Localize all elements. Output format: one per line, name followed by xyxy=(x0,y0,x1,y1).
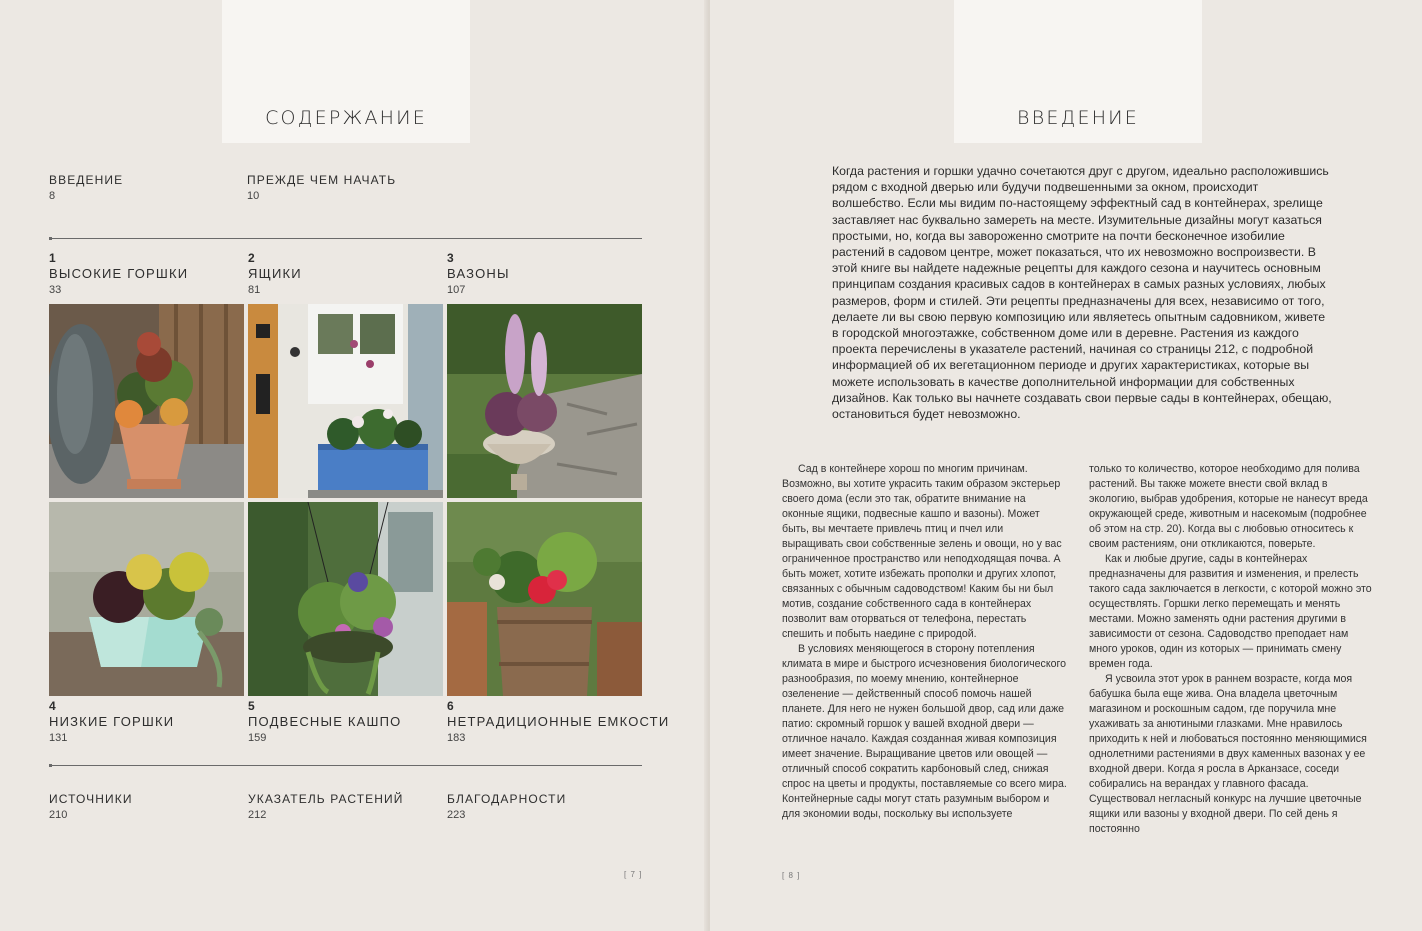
toc-label: ПРЕЖДЕ ЧЕМ НАЧАТЬ xyxy=(247,173,397,187)
photo-unusual-container xyxy=(447,502,642,696)
chapter-number: 6 xyxy=(447,699,454,713)
toc-label: БЛАГОДАРНОСТИ xyxy=(447,792,567,806)
chapter-label: ВАЗОНЫ xyxy=(447,266,510,281)
page-number-right: [ 8 ] xyxy=(782,871,801,880)
toc-entry-sources[interactable] xyxy=(49,792,133,821)
photo-window-box xyxy=(248,304,443,498)
chapter-page-number: 159 xyxy=(248,732,267,744)
photo-low-pot xyxy=(49,502,244,696)
chapter-label: ПОДВЕСНЫЕ КАШПО xyxy=(248,714,402,729)
toc-chapter-2[interactable] xyxy=(248,251,302,296)
body-paragraph: только то количество, которое необходимо для полива растений. Вы также можете внести свой вклад в экологию, выбрав удобрения, которые не нанесут вреда окружающей среде, животным и насекомым (подробнее об этом на стр. 20). Когда вы с любовью относитесь к своим растениям, они откликаются, поверьте. xyxy=(1089,463,1368,550)
chapter-number: 3 xyxy=(447,251,454,265)
contents-title-box xyxy=(222,0,470,143)
chapter-label: ЯЩИКИ xyxy=(248,266,302,281)
toc-label: ИСТОЧНИКИ xyxy=(49,792,133,806)
page-number-left: [ 7 ] xyxy=(624,870,643,879)
introduction-page xyxy=(710,0,1422,931)
body-paragraph: В условиях меняющегося в сторону потепления климата в мире и быстрого исчезновения биологического разнообразия, по моему мнению, контейнерное озеленение — действенный способ помочь нашей планете. Для него не нужен большой двор, сад или даже патио: скромный горшок у вашей входной двери — отличное начало. Каждая созданная живая композиция имеет значение. Выращивание цветов или овощей — отличный способ сократить карбоновый след, снижая спрос на цветы и продукты, поставляемые со всего мира. Контейнерные сады могут стать разумным выбором и для экономии воды, поскольку вы используете xyxy=(782,643,1067,820)
text-column-1 xyxy=(782,462,1067,822)
divider-rule xyxy=(49,765,642,766)
introduction-title-box xyxy=(954,0,1202,143)
chapter-number: 2 xyxy=(248,251,255,265)
toc-page-number: 223 xyxy=(447,809,466,821)
photo-hanging-basket xyxy=(248,502,443,696)
toc-chapter-3[interactable] xyxy=(447,251,510,296)
toc-entry-plant-index[interactable] xyxy=(248,792,403,821)
toc-entry-introduction[interactable] xyxy=(49,173,123,202)
toc-entry-acknowledgements[interactable] xyxy=(447,792,566,821)
body-paragraph: Сад в контейнере хорош по многим причинам. Возможно, вы хотите украсить таким образом экстерьер своего дома (если это так, обратите внимание на оконные ящики, подвесные кашпо и вазоны). Может быть, вы мечтаете привлечь птиц и пчел или выращивать свои собственные зелень и овощи, но у вас ограниченное пространство или неподходящая почва. А быть может, хотите избежать прополки и других хлопот, связанных с обычным садоводством! Каким бы ни был мотив, создание собственного сада в контейнерах позволит вам оторваться от телефона, перестать спешить и побыть наедине с природой. xyxy=(782,463,1062,640)
toc-label: УКАЗАТЕЛЬ РАСТЕНИЙ xyxy=(248,792,404,806)
divider-rule xyxy=(49,238,642,239)
chapter-page-number: 81 xyxy=(248,284,261,296)
text-column-2 xyxy=(1089,462,1374,837)
body-paragraph: Как и любые другие, сады в контейнерах предназначены для развития и изменения, и прелесть такого сада заключается в легкости, с которой можно это осуществлять. Горшки легко перемещать и менять местами. Можно заменять одни растения другими в зависимости от сезона. Садоводство преподает нам много уроков, один из которых — принимать смену времен года. xyxy=(1089,553,1372,670)
toc-chapter-6[interactable] xyxy=(447,699,669,744)
toc-label: ВВЕДЕНИЕ xyxy=(49,173,124,187)
chapter-page-number: 131 xyxy=(49,732,68,744)
photo-tall-pot xyxy=(49,304,244,498)
chapter-label: НИЗКИЕ ГОРШКИ xyxy=(49,714,175,729)
chapter-number: 5 xyxy=(248,699,255,713)
toc-page-number: 212 xyxy=(248,809,267,821)
toc-entry-before-start[interactable] xyxy=(247,173,396,202)
chapter-number: 4 xyxy=(49,699,56,713)
contents-page xyxy=(0,0,708,931)
chapter-page-number: 107 xyxy=(447,284,466,296)
chapter-page-number: 33 xyxy=(49,284,62,296)
photo-urn xyxy=(447,304,642,498)
chapter-label: НЕТРАДИЦИОННЫЕ ЕМКОСТИ xyxy=(447,714,670,729)
toc-chapter-1[interactable] xyxy=(49,251,188,296)
chapter-page-number: 183 xyxy=(447,732,466,744)
toc-chapter-5[interactable] xyxy=(248,699,402,744)
toc-page-number: 10 xyxy=(247,190,260,202)
toc-chapter-4[interactable] xyxy=(49,699,174,744)
body-paragraph: Я усвоила этот урок в раннем возрасте, когда моя бабушка была еще жива. Она владела цветочным магазином и роскошным садом, где поручила мне ухаживать за анютиными глазками. Мне нравилось приходить к ней и любоваться постоянно меняющимися однолетними растениями в двух каменных вазонах у ее входной двери. Когда я росла в Арканзасе, соседи собирались на верандах у главного фасада. Существовал негласный конкурс на лучшие цветочные ящики или вазоны у входной двери. По сей день я постоянно xyxy=(1089,673,1367,835)
introduction-lead-paragraph: Когда растения и горшки удачно сочетаются друг с другом, идеально расположившись рядом с входной дверью или будучи подвешенными за окном, происходит волшебство. Если мы видим по-настоящему эффектный сад в контейнерах, зрелище заставляет нас буквально замереть на месте. Изумительные дизайны могут казаться простыми, но, когда вы завороженно смотрите на почти бесконечное изобилие растений в садовом центре, может показаться, что их невозможно воспроизвести. В этой книге вы найдете надежные рецепты для каждого сезона и научитесь основным принципам создания красивых садов в контейнерах в самых разных условиях, любых размеров, форм и стилей. Эти рецепты предназначены для всех, независимо от того, делаете ли вы свою первую композицию или являетесь опытным садовником, живете в городской многоэтажке, собственном доме или в деревне. Растения из каждого проекта перечислены в указателе растений, начиная со страницы 212, с подробной информацией об их вегетационном периоде и других характеристиках, которые вы можете использовать в качестве дополнительной информации для собственных дизайнов. Как только вы начнете создавать свои первые сады в контейнерах, обещаю, остановиться будет невозможно. xyxy=(832,164,1332,422)
chapter-number: 1 xyxy=(49,251,56,265)
toc-page-number: 8 xyxy=(49,190,56,202)
contents-title: СОДЕРЖАНИЕ xyxy=(265,107,427,129)
chapter-label: ВЫСОКИЕ ГОРШКИ xyxy=(49,266,189,281)
introduction-title: ВВЕДЕНИЕ xyxy=(1017,107,1139,129)
toc-page-number: 210 xyxy=(49,809,68,821)
